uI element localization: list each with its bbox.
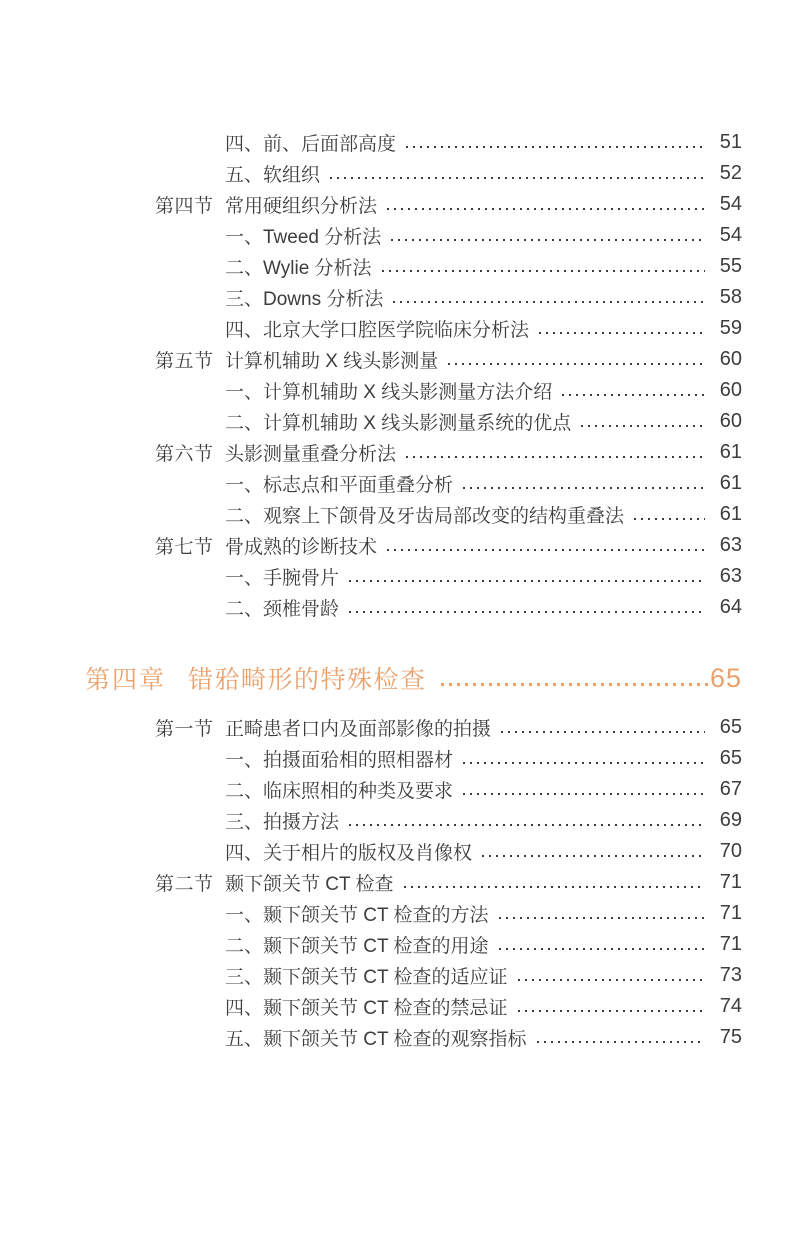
entry-title: 二、颞下颌关节 CT 检查的用途: [225, 936, 489, 957]
dot-leader: [537, 1041, 705, 1043]
toc-row: [155, 898, 742, 929]
entry-title: 一、Tweed 分析法: [225, 227, 382, 248]
dot-leader: [581, 425, 705, 427]
toc-row: [155, 158, 742, 189]
entry-title: 二、颈椎骨龄: [225, 599, 340, 620]
section-label: 第六节: [155, 444, 214, 465]
dot-leader: [501, 731, 705, 733]
entry-title: 计算机辅助 X 线头影测量: [225, 351, 439, 372]
toc-row: [155, 499, 742, 530]
chapter-heading-row: [85, 656, 742, 700]
dot-leader: [463, 487, 705, 489]
dot-leader: [391, 239, 705, 241]
toc-row: [155, 530, 742, 561]
entry-page-number: 61: [719, 441, 742, 463]
dot-leader: [387, 208, 705, 210]
entry-page-number: 59: [719, 317, 742, 339]
dot-leader: [634, 518, 705, 520]
entry-page-number: 74: [719, 995, 742, 1017]
toc-row: [155, 774, 742, 805]
dot-leader: [382, 270, 705, 272]
dot-leader: [499, 917, 705, 919]
entry-page-number: 63: [719, 534, 742, 556]
dot-leader: [463, 762, 705, 764]
dot-leader: [441, 683, 709, 686]
entry-title: 二、计算机辅助 X 线头影测量系统的优点: [225, 413, 572, 434]
toc-row: [155, 251, 742, 282]
toc-row: [155, 1022, 742, 1053]
entry-title: 五、颞下颌关节 CT 检查的观察指标: [225, 1029, 527, 1050]
dot-leader: [404, 886, 705, 888]
dot-leader: [499, 948, 705, 950]
toc-row: [155, 929, 742, 960]
entry-page-number: 64: [719, 596, 742, 618]
entry-page-number: 58: [719, 286, 742, 308]
toc-row: [155, 805, 742, 836]
entry-page-number: 73: [719, 964, 742, 986]
dot-leader: [349, 824, 705, 826]
entry-title: 一、计算机辅助 X 线头影测量方法介绍: [225, 382, 553, 403]
entry-page-number: 71: [719, 871, 742, 893]
entry-page-number: 60: [719, 379, 742, 401]
entry-page-number: 67: [719, 778, 742, 800]
toc-row: [155, 561, 742, 592]
dot-leader: [406, 456, 705, 458]
section-label: 第七节: [155, 537, 214, 558]
entry-page-number: 65: [719, 716, 742, 738]
dot-leader: [539, 332, 705, 334]
toc-row: [155, 836, 742, 867]
toc-row: [155, 743, 742, 774]
toc-row: [155, 592, 742, 623]
toc-row: [155, 867, 742, 898]
entry-page-number: 54: [719, 224, 742, 246]
entry-page-number: 61: [719, 472, 742, 494]
dot-leader: [349, 611, 705, 613]
toc-section-bottom: [155, 712, 742, 1053]
entry-title: 四、关于相片的版权及肖像权: [225, 843, 473, 864]
dot-leader: [463, 793, 705, 795]
entry-title: 四、前、后面部高度: [225, 134, 397, 155]
entry-title: 四、北京大学口腔医学院临床分析法: [225, 320, 530, 341]
entry-page-number: 54: [719, 193, 742, 215]
toc-row: [155, 712, 742, 743]
entry-title: 骨成熟的诊断技术: [225, 537, 378, 558]
entry-page-number: 70: [719, 840, 742, 862]
dot-leader: [393, 301, 705, 303]
entry-page-number: 52: [719, 162, 742, 184]
entry-page-number: 71: [719, 902, 742, 924]
entry-title: 常用硬组织分析法: [225, 196, 378, 217]
section-label: 第四节: [155, 196, 214, 217]
toc-row: [155, 282, 742, 313]
toc-row: [155, 344, 742, 375]
toc-row: [155, 127, 742, 158]
section-label: 第五节: [155, 351, 214, 372]
dot-leader: [330, 177, 705, 179]
entry-title: 一、手腕骨片: [225, 568, 340, 589]
toc-section-top: [155, 127, 742, 623]
entry-title: 三、拍摄方法: [225, 812, 340, 833]
toc-row: [155, 313, 742, 344]
entry-page-number: 61: [719, 503, 742, 525]
entry-page-number: 65: [719, 747, 742, 769]
toc-row: [155, 189, 742, 220]
dot-leader: [482, 855, 705, 857]
dot-leader: [349, 580, 705, 582]
toc-row: [155, 468, 742, 499]
entry-title: 颞下颌关节 CT 检查: [225, 874, 394, 895]
toc-row: [155, 220, 742, 251]
entry-title: 一、颞下颌关节 CT 检查的方法: [225, 905, 489, 926]
entry-page-number: 60: [719, 410, 742, 432]
dot-leader: [518, 1010, 705, 1012]
toc-row: [155, 991, 742, 1022]
entry-page-number: 63: [719, 565, 742, 587]
chapter-number: 第四章: [85, 666, 167, 694]
entry-page-number: 71: [719, 933, 742, 955]
section-label: 第一节: [155, 719, 214, 740]
section-label: 第二节: [155, 874, 214, 895]
entry-page-number: 69: [719, 809, 742, 831]
dot-leader: [518, 979, 705, 981]
entry-title: 四、颞下颌关节 CT 检查的禁忌证: [225, 998, 508, 1019]
entry-title: 正畸患者口内及面部影像的拍摄: [225, 719, 492, 740]
entry-page-number: 75: [719, 1026, 742, 1048]
toc-row: [155, 406, 742, 437]
entry-title: 二、观察上下颌骨及牙齿局部改变的结构重叠法: [225, 506, 625, 527]
entry-title: 二、Wylie 分析法: [225, 258, 372, 279]
toc-row: [155, 375, 742, 406]
entry-title: 头影测量重叠分析法: [225, 444, 397, 465]
chapter-title: 错𬌗畸形的特殊检查: [188, 666, 427, 694]
dot-leader: [387, 549, 705, 551]
dot-leader: [406, 146, 705, 148]
entry-title: 三、颞下颌关节 CT 检查的适应证: [225, 967, 508, 988]
entry-title: 三、Downs 分析法: [225, 289, 384, 310]
entry-page-number: 55: [719, 255, 742, 277]
entry-page-number: 60: [719, 348, 742, 370]
dot-leader: [448, 363, 705, 365]
toc-row: [155, 437, 742, 468]
entry-title: 五、软组织: [225, 165, 321, 186]
toc-row: [155, 960, 742, 991]
entry-page-number: 51: [719, 131, 742, 153]
dot-leader: [562, 394, 705, 396]
entry-title: 一、拍摄面𬌗相的照相器材: [225, 750, 454, 771]
entry-title: 二、临床照相的种类及要求: [225, 781, 454, 802]
chapter-page-number: 65: [709, 662, 742, 693]
entry-title: 一、标志点和平面重叠分析: [225, 475, 454, 496]
